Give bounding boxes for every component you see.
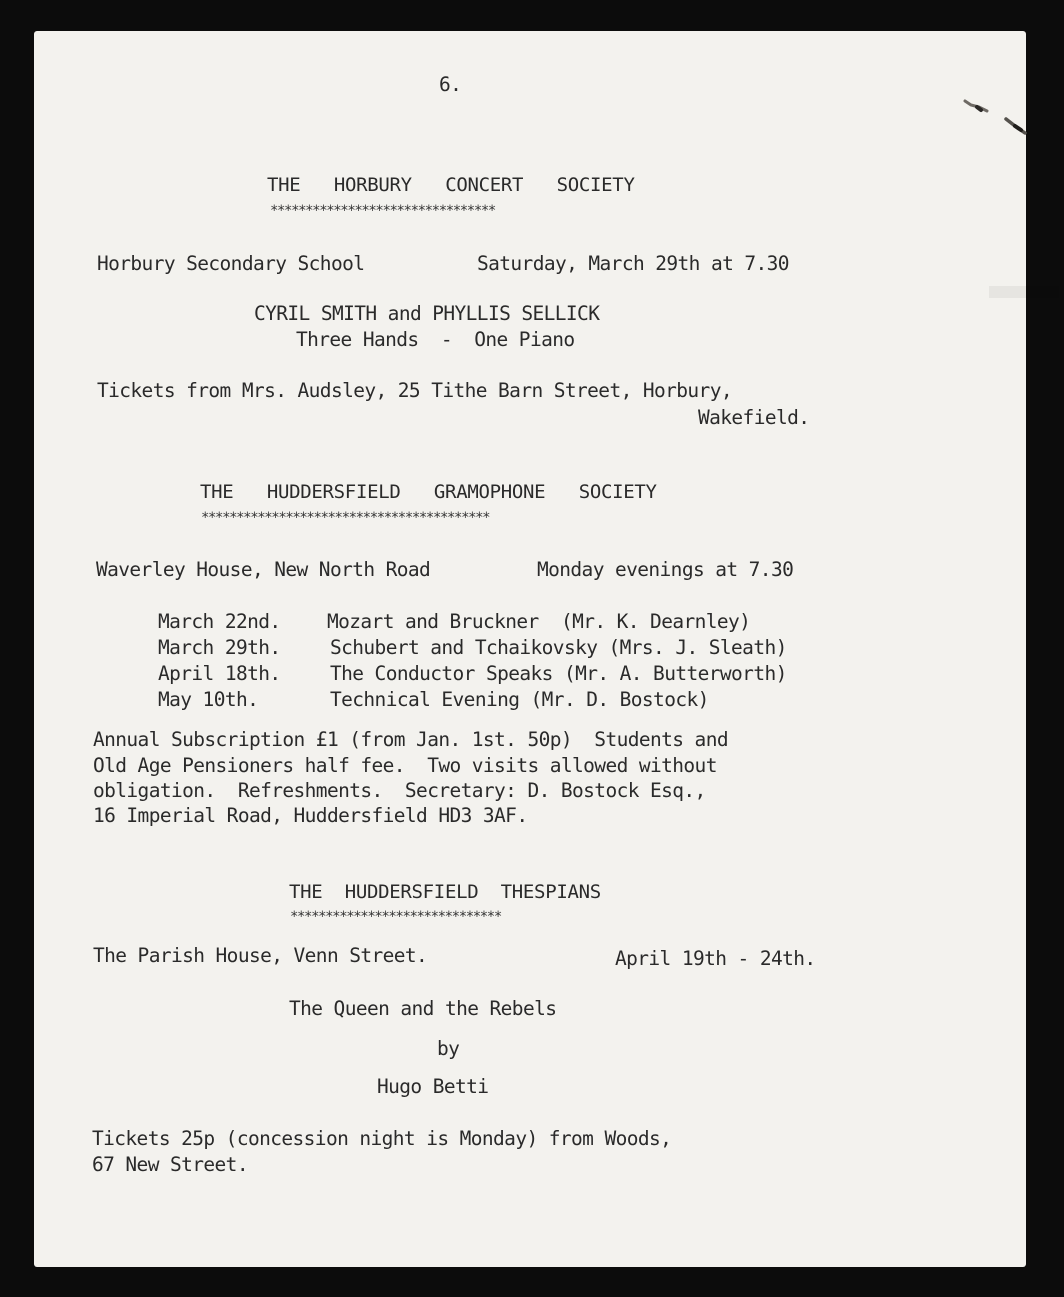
thespians-title: THE HUDDERSFIELD THESPIANS: [289, 881, 601, 903]
thespians-dates: April 19th - 24th.: [615, 947, 816, 970]
document-page: [34, 31, 1026, 1267]
gramophone-venue: Waverley House, New North Road: [96, 558, 431, 581]
subscription-line: Old Age Pensioners half fee. Two visits allowed without: [93, 754, 717, 777]
subscription-line: Annual Subscription £1 (from Jan. 1st. 50p) Students and: [93, 728, 728, 751]
horbury-underline: ********************************: [270, 204, 495, 218]
event-date: April 18th.: [158, 662, 281, 685]
gramophone-title: THE HUDDERSFIELD GRAMOPHONE SOCIETY: [200, 481, 657, 503]
thespians-tickets-line2: 67 New Street.: [92, 1153, 248, 1176]
play-title: The Queen and the Rebels: [289, 997, 557, 1020]
play-by: by: [437, 1037, 460, 1060]
event-detail: Technical Evening (Mr. D. Bostock): [330, 688, 709, 711]
staple-icon: [959, 93, 1039, 138]
play-author: Hugo Betti: [377, 1075, 489, 1098]
horbury-performers: CYRIL SMITH and PHYLLIS SELLICK: [254, 302, 600, 325]
event-detail: The Conductor Speaks (Mr. A. Butterworth): [330, 662, 787, 685]
horbury-title: THE HORBURY CONCERT SOCIETY: [267, 174, 635, 196]
thespians-underline: ******************************: [290, 910, 501, 924]
horbury-venue: Horbury Secondary School: [97, 252, 365, 275]
gramophone-underline: *****************************************: [201, 511, 490, 525]
thespians-tickets-line1: Tickets 25p (concession night is Monday) from Woods,: [92, 1127, 672, 1150]
event-date: March 22nd.: [158, 610, 281, 633]
horbury-tickets-line1: Tickets from Mrs. Audsley, 25 Tithe Barn Street, Horbury,: [97, 379, 732, 402]
event-detail: Schubert and Tchaikovsky (Mrs. J. Sleath): [330, 636, 787, 659]
horbury-tickets-line2: Wakefield.: [698, 406, 810, 429]
thespians-venue: The Parish House, Venn Street.: [93, 944, 428, 967]
gramophone-time: Monday evenings at 7.30: [537, 558, 794, 581]
subscription-line: 16 Imperial Road, Huddersfield HD3 3AF.: [93, 804, 528, 827]
bleed-through-mark: [989, 286, 1059, 298]
subscription-line: obligation. Refreshments. Secretary: D. Bostock Esq.,: [93, 779, 706, 802]
horbury-programme: Three Hands - One Piano: [296, 328, 575, 351]
page-number: 6.: [439, 73, 462, 96]
event-detail: Mozart and Bruckner (Mr. K. Dearnley): [327, 610, 751, 633]
horbury-date-time: Saturday, March 29th at 7.30: [477, 252, 789, 275]
event-date: March 29th.: [158, 636, 281, 659]
event-date: May 10th.: [158, 688, 259, 711]
